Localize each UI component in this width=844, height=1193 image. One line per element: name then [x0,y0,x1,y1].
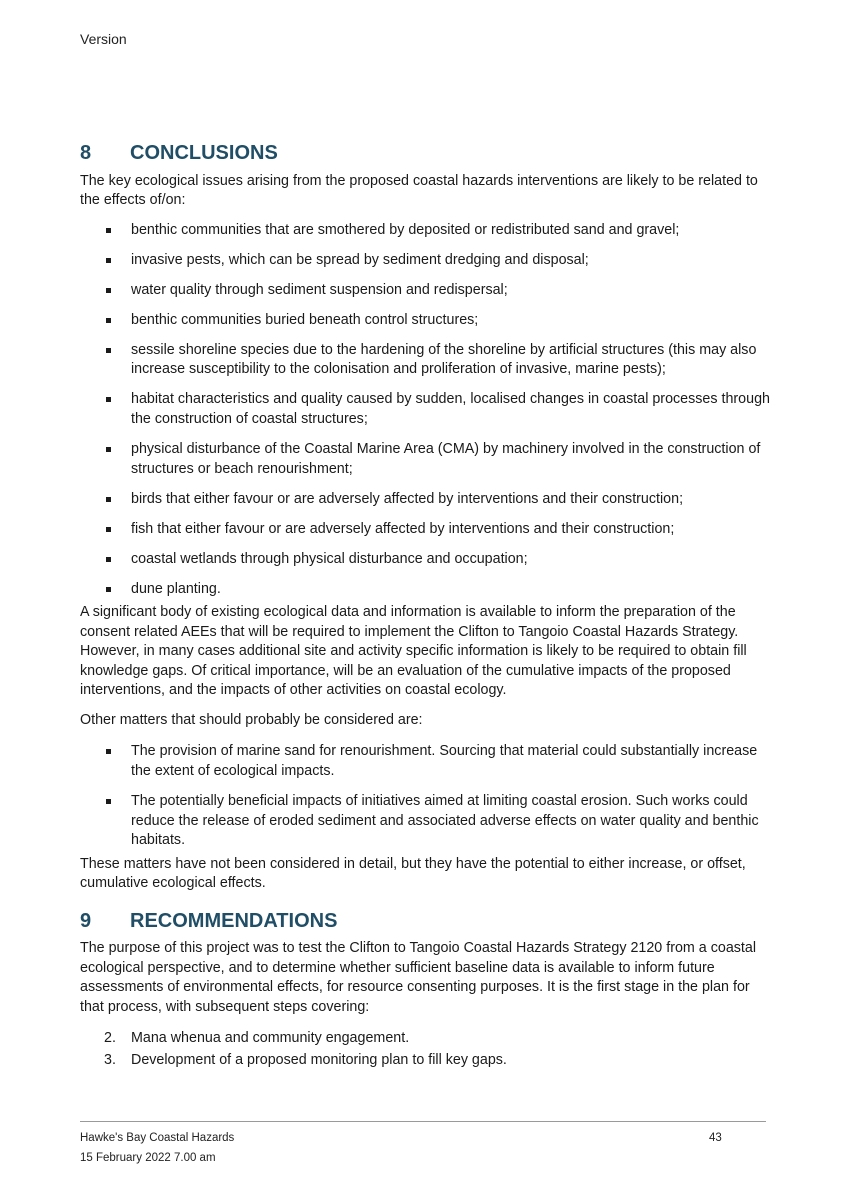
section-title: RECOMMENDATIONS [130,909,338,932]
numbered-list-steps [80,1029,770,1070]
section-heading-conclusions [80,144,770,164]
list-item: benthic communities that are smothered by deposited or redistributed sand and gravel; [80,221,770,241]
paragraph: A significant body of existing ecological data and information is available to inform the preparation of the consent related AEEs that will be required to implement the Clifton to Tangoio Coastal Hazards Strategy. However, in many cases additional site and activity specific information is likely to be required to obtain fill knowledge gaps. Of critical importance, will be an evaluation of the cumulative impacts of the proposed interventions, and the impacts of other activities on coastal ecology. [80,604,747,699]
list-item: invasive pests, which can be spread by sediment dredging and disposal; [80,251,770,271]
step-number: 2. [104,1030,116,1047]
section-number: 9 [80,909,92,932]
footer-info [80,1128,234,1168]
document-body [80,144,770,1072]
bullet-list-effects [80,221,770,600]
list-item [80,1029,770,1049]
list-item: The potentially beneficial impacts of initiatives aimed at limiting coastal erosion. Such works could reduce the release of eroded sediment and associated adverse effects on water quality and benthic habitats. [80,792,770,851]
paragraph: The key ecological issues arising from the proposed coastal hazards interventions are likely to be related to the effects of/on: [80,172,758,208]
section-title: CONCLUSIONS [130,142,278,164]
footer-doc-title: Hawke's Bay Coastal Hazards [80,1132,235,1144]
bullet-list-other-matters [80,742,770,850]
list-item: habitat characteristics and quality caused by sudden, localised changes in coastal processes through the construction of coastal structures; [80,390,770,429]
list-item: The provision of marine sand for renourishment. Sourcing that material could substantially increase the extent of ecological impacts. [80,742,770,781]
list-item: birds that either favour or are adversely affected by interventions and their construction; [80,490,770,510]
step-text: Development of a proposed monitoring plan to fill key gaps. [131,1051,507,1068]
section-heading-recommendations [80,909,770,932]
list-item: fish that either favour or are adversely affected by interventions and their construction; [80,520,770,540]
section-number: 8 [80,142,92,164]
version-label: Version [80,31,127,47]
paragraph: The purpose of this project was to test the Clifton to Tangoio Coastal Hazards Strategy 2120 from a coastal ecological perspective, and to determine whether sufficient baseline data is available to inform future assessments of environmental effects, for resource consenting purposes. It is the first stage in the plan for that process, with subsequent steps covering: [80,940,757,1015]
list-item: physical disturbance of the Coastal Marine Area (CMA) by machinery involved in the construction of structures or beach renourishment; [80,440,770,479]
footer-divider [80,1121,766,1122]
list-item: coastal wetlands through physical disturbance and occupation; [80,550,770,570]
paragraph: Other matters that should probably be considered are: [80,711,423,728]
list-item: dune planting. [80,580,770,600]
list-item [80,1051,770,1071]
list-item: water quality through sediment suspension and redispersal; [80,281,770,301]
step-text: Mana whenua and community engagement. [131,1030,410,1047]
list-item: sessile shoreline species due to the hardening of the shoreline by artificial structures (this may also increase susceptibility to the colonisation and proliferation of invasive, marine pests); [80,341,770,380]
list-item: benthic communities buried beneath control structures; [80,311,770,331]
paragraph: These matters have not been considered in detail, but they have the potential to either increase, or offset, cumulative ecological effects. [80,855,746,892]
page-number: 43 [709,1132,722,1144]
step-number: 3. [104,1051,116,1068]
footer-date: 15 February 2022 7.00 am [80,1152,216,1164]
